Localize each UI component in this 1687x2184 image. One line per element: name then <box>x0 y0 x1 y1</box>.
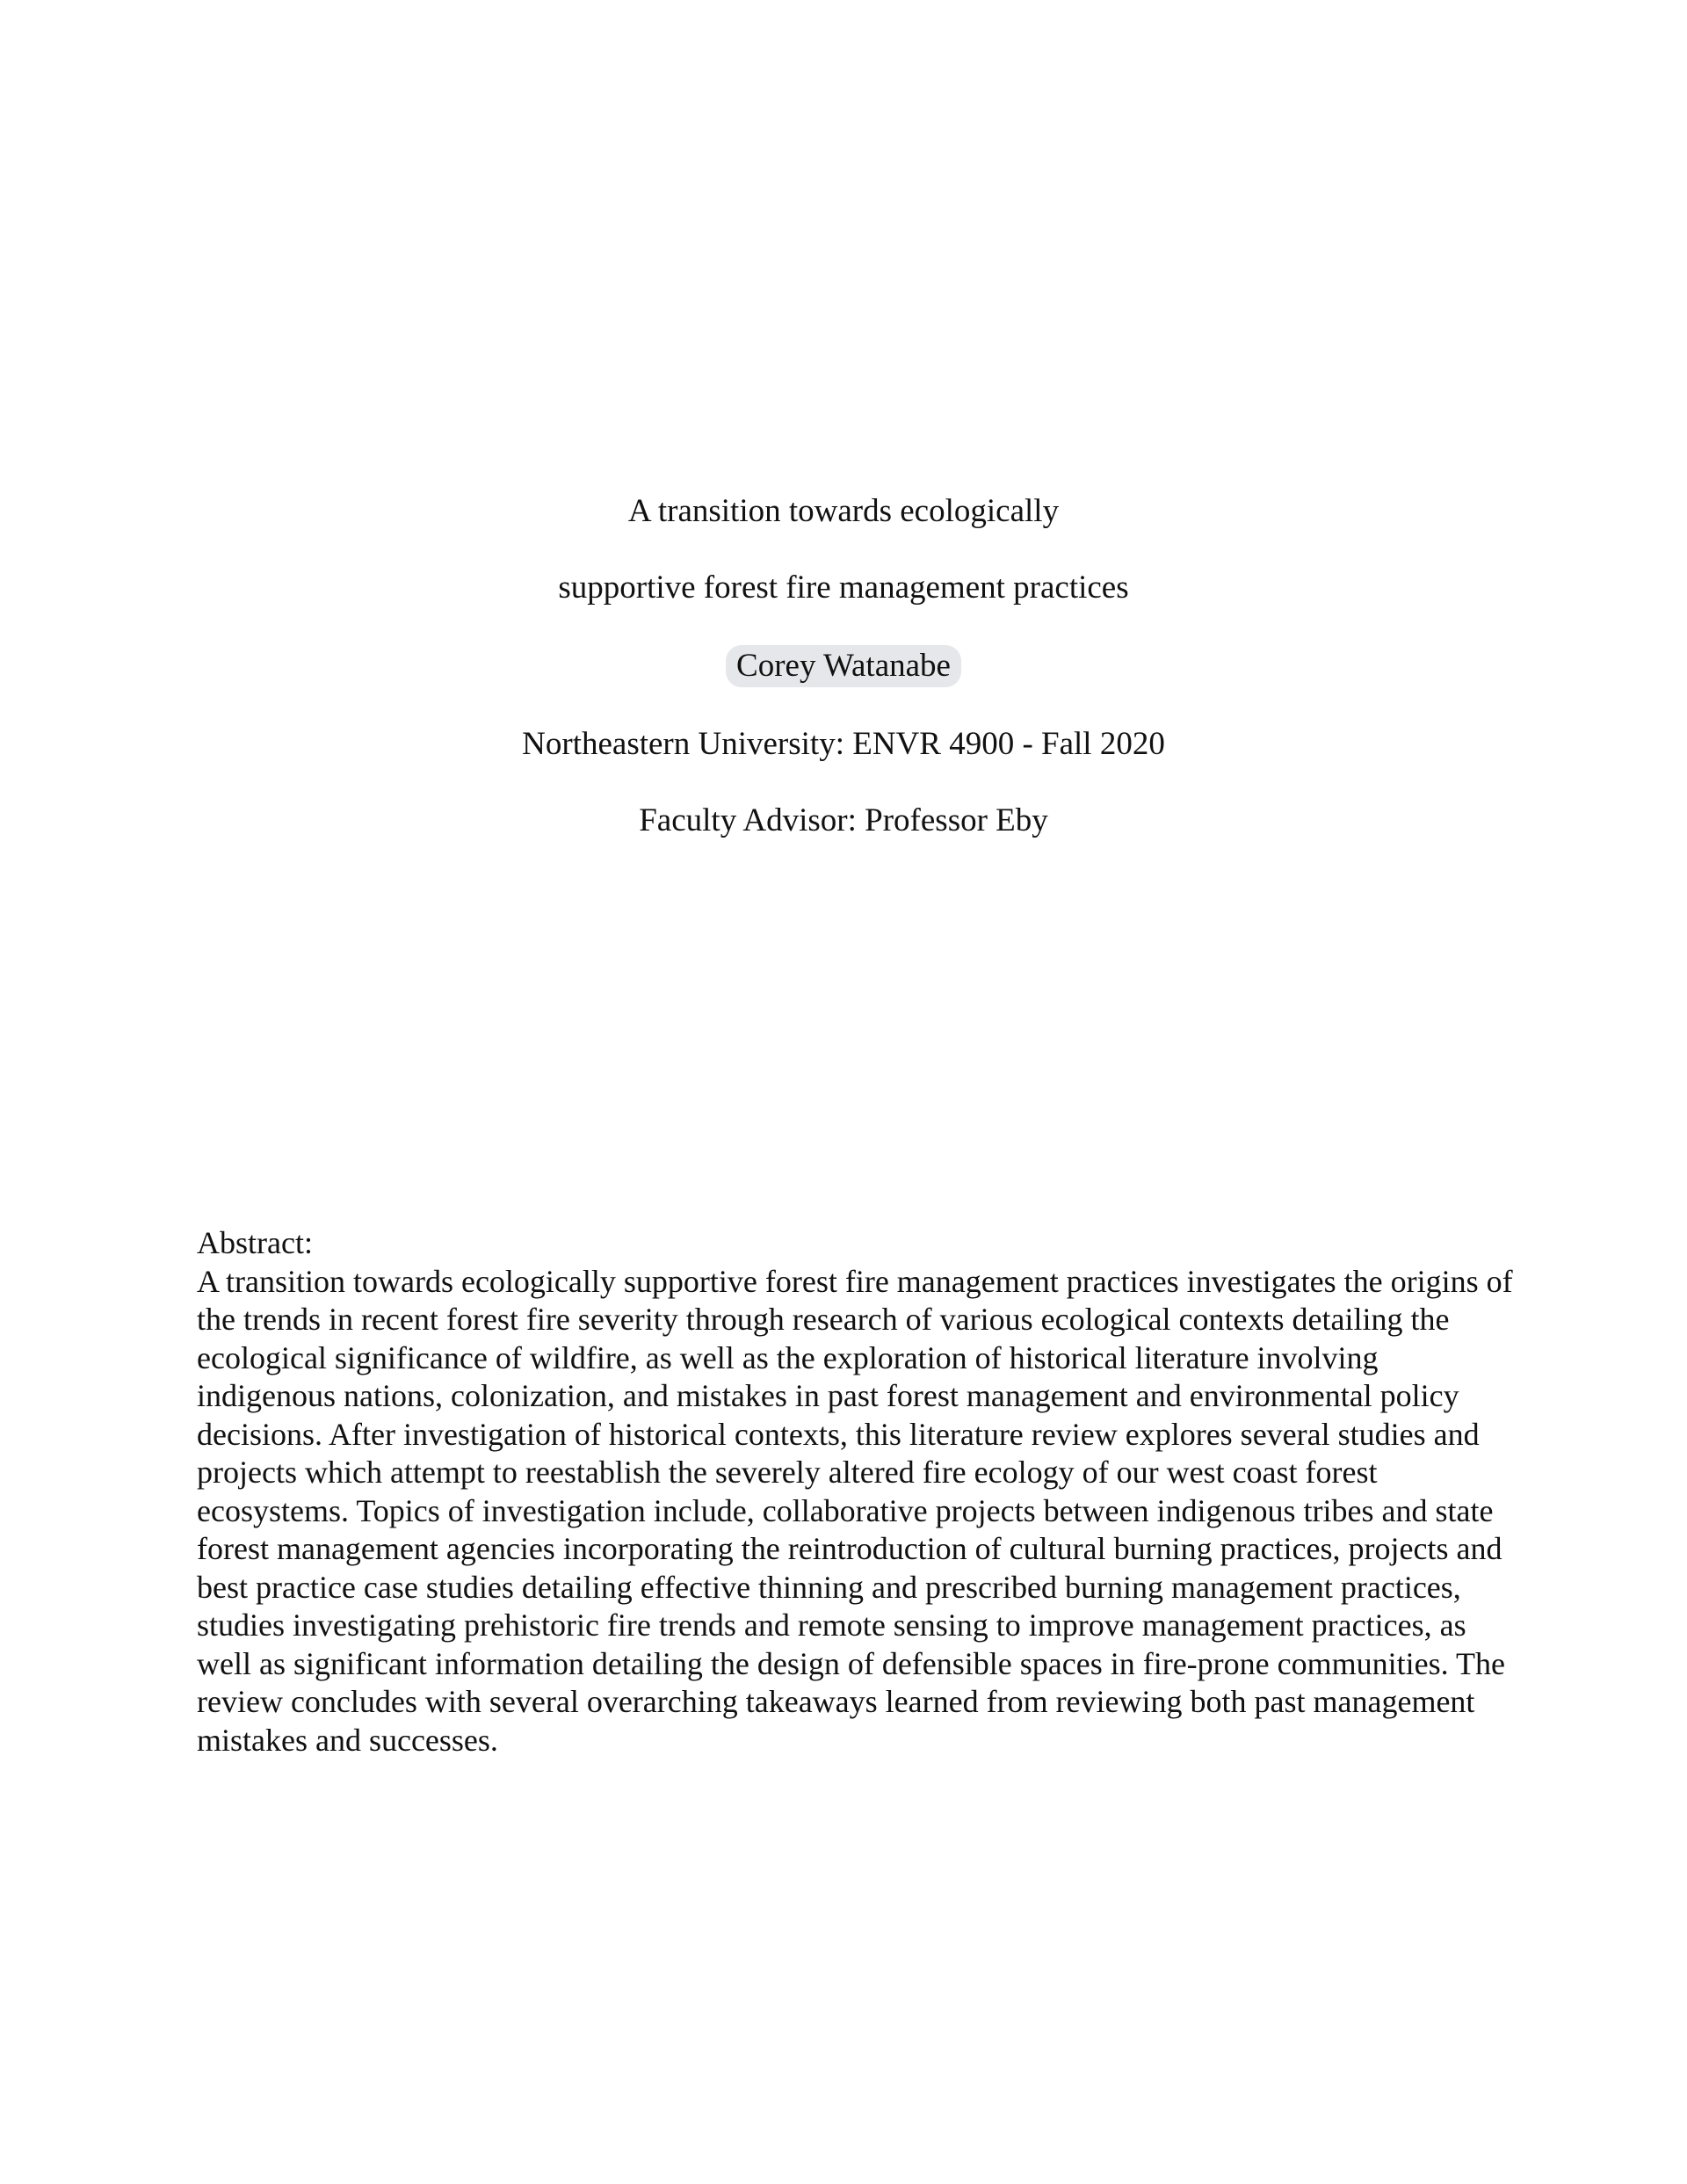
abstract-heading: Abstract: <box>197 1225 313 1260</box>
institution-line: Northeastern University: ENVR 4900 - Fall 2020 <box>522 726 1165 762</box>
advisor-line: Faculty Advisor: Professor Eby <box>639 802 1048 838</box>
title-line-1: A transition towards ecologically <box>627 493 1060 529</box>
abstract-section <box>197 1224 1515 1760</box>
title-block <box>0 492 1687 878</box>
author-wrapper <box>0 645 1687 687</box>
title-line-2: supportive forest fire management practices <box>558 570 1129 606</box>
author-name-chip[interactable]: Corey Watanabe <box>726 645 961 687</box>
abstract-body: A transition towards ecologically supportive forest fire management practices investigates the origins of the trends in recent forest fire severity through research of various ecological contexts detailing the ecological significance of wildfire, as well as the exploration of historical literature involving indigenous nations, colonization, and mistakes in past forest management and environmental policy decisions. After investigation of historical contexts, this literature review explores several studies and projects which attempt to reestablish the severely altered fire ecology of our west coast forest ecosystems. Topics of investigation include, collaborative projects between indigenous tribes and state forest management agencies incorporating the reintroduction of cultural burning practices, projects and best practice case studies detailing effective thinning and prescribed burning management practices, studies investigating prehistoric fire trends and remote sensing to improve management practices, as well as significant information detailing the design of defensible spaces in fire-prone communities. The review concludes with several overarching takeaways learned from reviewing both past management mistakes and successes. <box>197 1263 1513 1758</box>
